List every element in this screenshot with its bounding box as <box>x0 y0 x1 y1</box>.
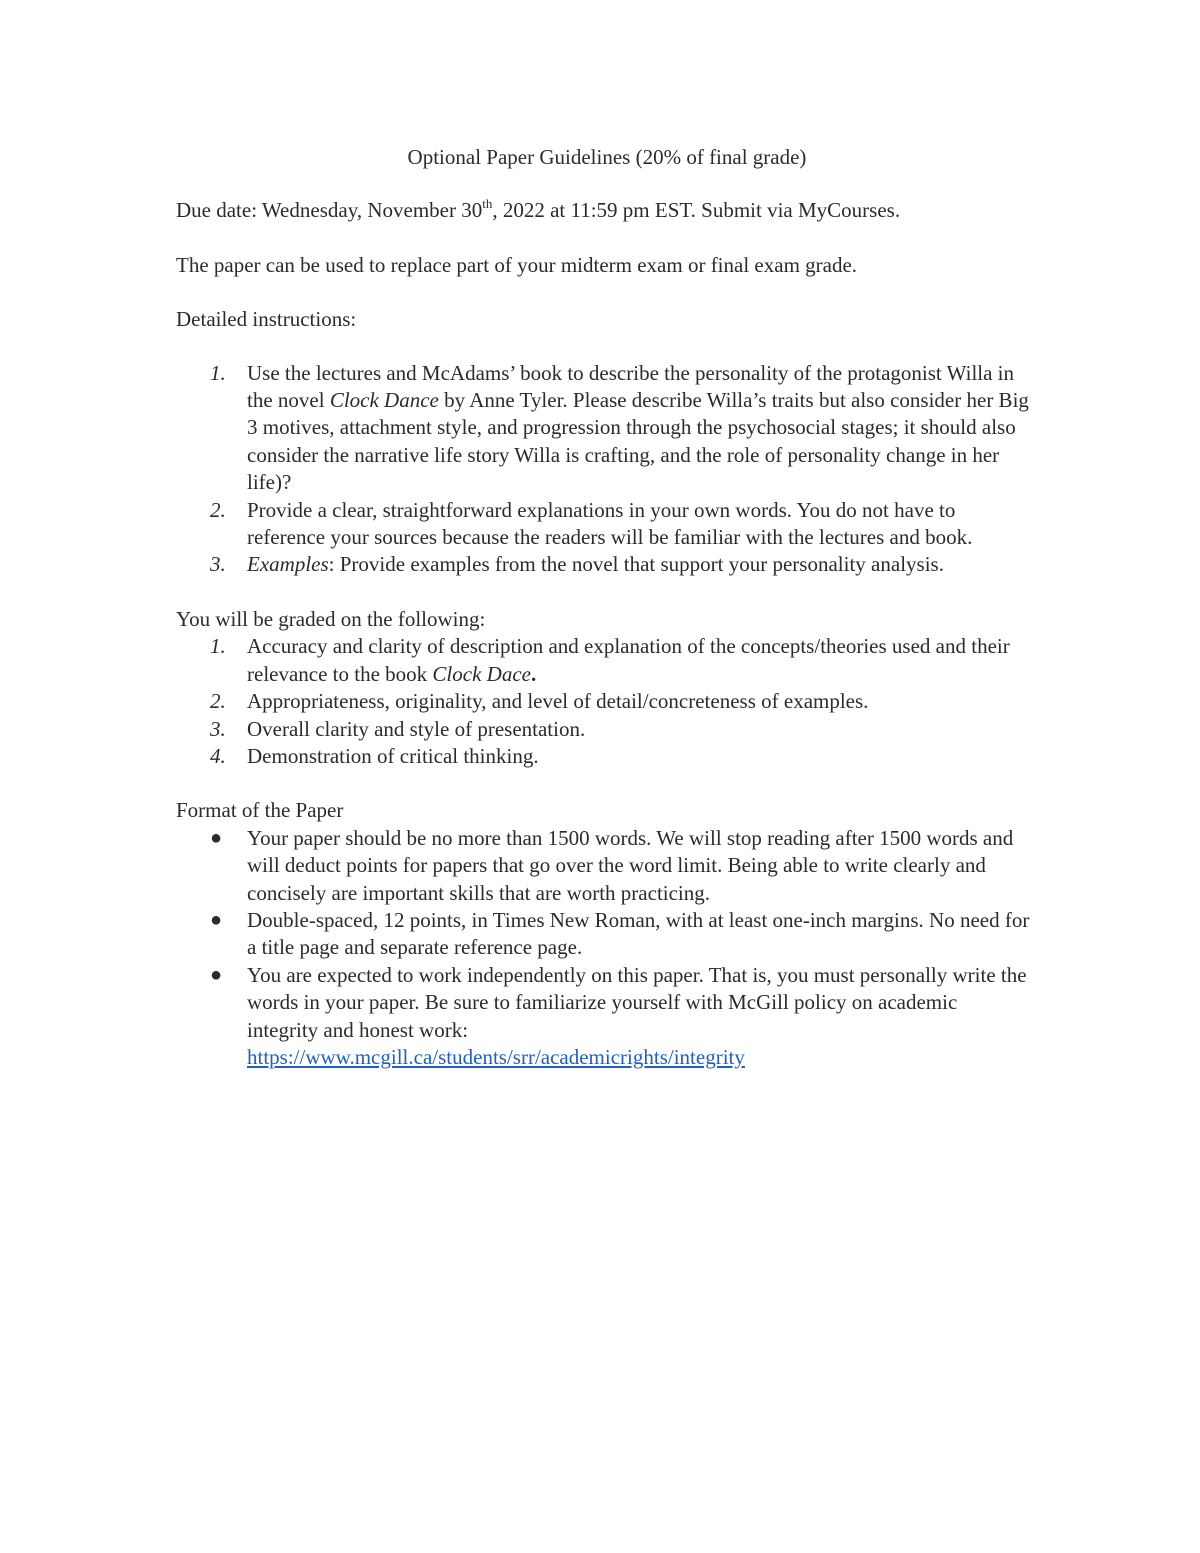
due-date-prefix: Due date: Wednesday, November 30 <box>176 198 483 223</box>
instruction-number: 1. <box>210 360 226 385</box>
examples-label: Examples <box>247 552 329 577</box>
novel-title: Clock Dance <box>329 388 439 413</box>
document-title: Optional Paper Guidelines (20% of final grade) <box>407 145 807 169</box>
grading-text: Accuracy and clarity of description and explanation of the concepts/theories used and their relevance to the book <box>247 634 1010 686</box>
grading-number: 4. <box>210 743 226 768</box>
grading-item-4 <box>176 743 1030 770</box>
due-date-superscript: th <box>482 196 493 212</box>
format-heading: Format of the Paper <box>176 798 344 823</box>
novel-title: Clock Dace <box>432 661 531 686</box>
instruction-item-1 <box>176 360 1030 497</box>
format-text: Your paper should be no more than 1500 words. We will stop reading after 1500 words and will deduct points for papers that go over the word limit. Being able to write clearly and concisely are important skills that are worth practicing. <box>247 825 1014 905</box>
format-item-3 <box>176 962 1030 1072</box>
instruction-item-2 <box>176 497 1030 552</box>
grading-text: Appropriateness, originality, and level of detail/concreteness of examples. <box>247 689 869 714</box>
replace-note: The paper can be used to replace part of your midterm exam or final exam grade. <box>176 252 858 277</box>
grading-list <box>176 633 1030 770</box>
grading-number: 3. <box>210 716 226 741</box>
instructions-list <box>176 360 1030 579</box>
grading-text-end: . <box>530 661 537 686</box>
instruction-number: 3. <box>210 552 226 577</box>
grading-item-2 <box>176 688 1030 715</box>
instruction-number: 2. <box>210 497 226 522</box>
integrity-policy-link[interactable]: https://www.mcgill.ca/students/srr/academicrights/integrity <box>247 1044 745 1069</box>
format-text: You are expected to work independently on this paper. That is, you must personally write the words in your paper. Be sure to familiarize yourself with McGill policy on academic integrity and honest work: <box>247 962 1027 1042</box>
instruction-text: : Provide examples from the novel that support your personality analysis. <box>328 552 944 577</box>
format-list <box>176 825 1030 1072</box>
instructions-heading: Detailed instructions: <box>176 307 357 332</box>
grading-item-1 <box>176 633 1030 688</box>
bullet-icon: ● <box>210 963 223 986</box>
due-date-line <box>176 197 1030 224</box>
instruction-text: Provide a clear, straightforward explanations in your own words. You do not have to reference your sources because the readers will be familiar with the lectures and book. <box>247 497 973 550</box>
format-item-1 <box>176 825 1030 907</box>
format-text: Double-spaced, 12 points, in Times New Roman, with at least one-inch margins. No need for a title page and separate reference page. <box>247 907 1030 960</box>
grading-item-3 <box>176 716 1030 743</box>
grading-number: 2. <box>210 689 226 714</box>
instruction-text: Use the lectures and McAdams’ book to describe the personality of the protagonist Willa in the novel <box>247 360 1015 413</box>
bullet-icon: ● <box>210 908 223 931</box>
grading-text: Demonstration of critical thinking. <box>247 743 539 768</box>
grading-text: Overall clarity and style of presentation. <box>247 716 586 741</box>
instruction-item-3 <box>176 551 1030 578</box>
due-date-suffix: , 2022 at 11:59 pm EST. Submit via MyCourses. <box>492 198 901 223</box>
instruction-text-cont: by Anne Tyler. Please describe Willa’s traits but also consider her Big 3 motives, attachment style, and progression through the psychosocial stages; it should also consider the narrative life story Willa is crafting, and the role of personality change in her life)? <box>247 388 1029 495</box>
grading-heading: You will be graded on the following: <box>176 606 486 631</box>
bullet-icon: ● <box>210 826 223 849</box>
format-item-2 <box>176 907 1030 962</box>
grading-number: 1. <box>210 634 226 659</box>
